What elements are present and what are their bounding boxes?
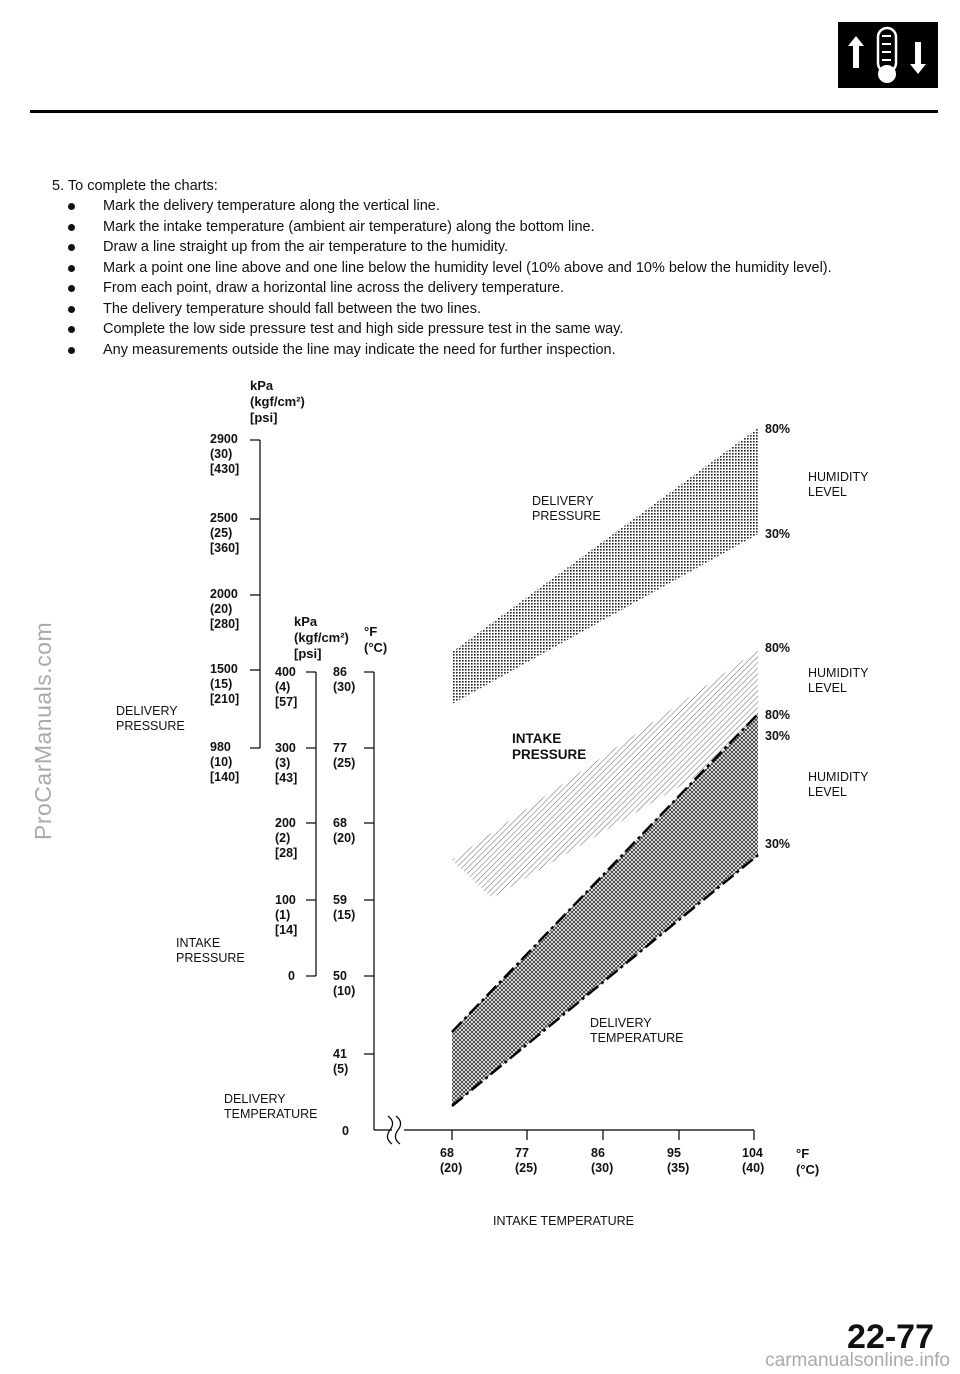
tick-label: 100 (1) [14] (275, 893, 298, 937)
list-item: Mark the delivery temperature along the vertical line. (66, 196, 832, 217)
tick-label: 400 (4) [57] (275, 665, 298, 709)
tick-label: 41 (5) (333, 1047, 349, 1076)
tick-label: 2900 (30) [430] (210, 432, 240, 476)
list-item: Mark a point one line above and one line below the humidity level (10% above and 10% below the humidity level). (66, 258, 832, 279)
tick-label: 50 (10) (333, 969, 356, 998)
tick-label: 86 (30) (591, 1146, 614, 1175)
list-item: Mark the intake temperature (ambient air temperature) along the bottom line. (66, 217, 832, 238)
side-watermark: ProCarManuals.com (30, 621, 56, 840)
intake-pressure-axis (306, 672, 316, 976)
band-label: DELIVERY PRESSURE (532, 494, 601, 523)
intake-pressure-unit: kPa (kgf/cm²) [psi] (294, 614, 349, 661)
intake-pressure-axis-label: INTAKE PRESSURE (176, 936, 245, 965)
list-item: The delivery temperature should fall between the two lines. (66, 299, 832, 320)
delivery-pressure-unit: kPa (kgf/cm²) [psi] (250, 378, 305, 425)
instruction-step: 5. To complete the charts: (52, 178, 218, 194)
tick-label: 300 (3) [43] (275, 741, 298, 785)
tick-label: 77 (25) (515, 1146, 538, 1175)
tick-label: 104 (40) (742, 1146, 765, 1175)
tick-label: 0 (288, 969, 295, 983)
list-item: Any measurements outside the line may indicate the need for further inspection. (66, 340, 832, 361)
band-label: DELIVERY TEMPERATURE (590, 1016, 684, 1045)
delivery-pressure-band (452, 428, 758, 704)
tick-label: 86 (30) (333, 665, 356, 694)
humidity-level-label: HUMIDITY LEVEL (808, 770, 869, 799)
tick-label: 95 (35) (667, 1146, 690, 1175)
tick-label: 2000 (20) [280] (210, 587, 240, 631)
tick-label: 77 (25) (333, 741, 356, 770)
tick-label: 59 (15) (333, 893, 356, 922)
tick-label: 68 (20) (333, 816, 356, 845)
tick-label: 68 (20) (440, 1146, 463, 1175)
tick-label: 0 (342, 1124, 349, 1138)
band-label: INTAKE PRESSURE (512, 731, 587, 762)
humidity-lower-label: 30% (765, 527, 791, 541)
humidity-level-label: HUMIDITY LEVEL (808, 666, 869, 695)
tick-label: 1500 (15) [210] (210, 662, 240, 706)
intake-temperature-axis (387, 1116, 754, 1144)
list-item: Draw a line straight up from the air temperature to the humidity. (66, 237, 832, 258)
delivery-temperature-axis (364, 672, 392, 1130)
page-number: 22-77 (847, 1318, 934, 1356)
humidity-lower-label: 30% (765, 837, 791, 851)
tick-label: 2500 (25) [360] (210, 511, 240, 555)
humidity-lower-label: 30% (765, 729, 791, 743)
humidity-upper-label: 80% (765, 422, 791, 436)
delivery-temperature-unit: °F (°C) (364, 624, 388, 655)
intake-temperature-axis-label: INTAKE TEMPERATURE (493, 1214, 634, 1228)
delivery-pressure-axis (250, 440, 260, 748)
footer-watermark: carmanualsonline.info (765, 1350, 950, 1371)
list-item: Complete the low side pressure test and high side pressure test in the same way. (66, 319, 832, 340)
list-item: From each point, draw a horizontal line across the delivery temperature. (66, 278, 832, 299)
delivery-pressure-axis-label: DELIVERY PRESSURE (116, 704, 185, 733)
humidity-upper-label: 80% (765, 708, 791, 722)
delivery-temperature-axis-label: DELIVERY TEMPERATURE (224, 1092, 318, 1121)
tick-label: 980 (10) [140] (210, 740, 240, 784)
humidity-upper-label: 80% (765, 641, 791, 655)
intake-temperature-unit: °F (°C) (796, 1146, 820, 1177)
tick-label: 200 (2) [28] (275, 816, 298, 860)
humidity-level-label: HUMIDITY LEVEL (808, 470, 869, 499)
